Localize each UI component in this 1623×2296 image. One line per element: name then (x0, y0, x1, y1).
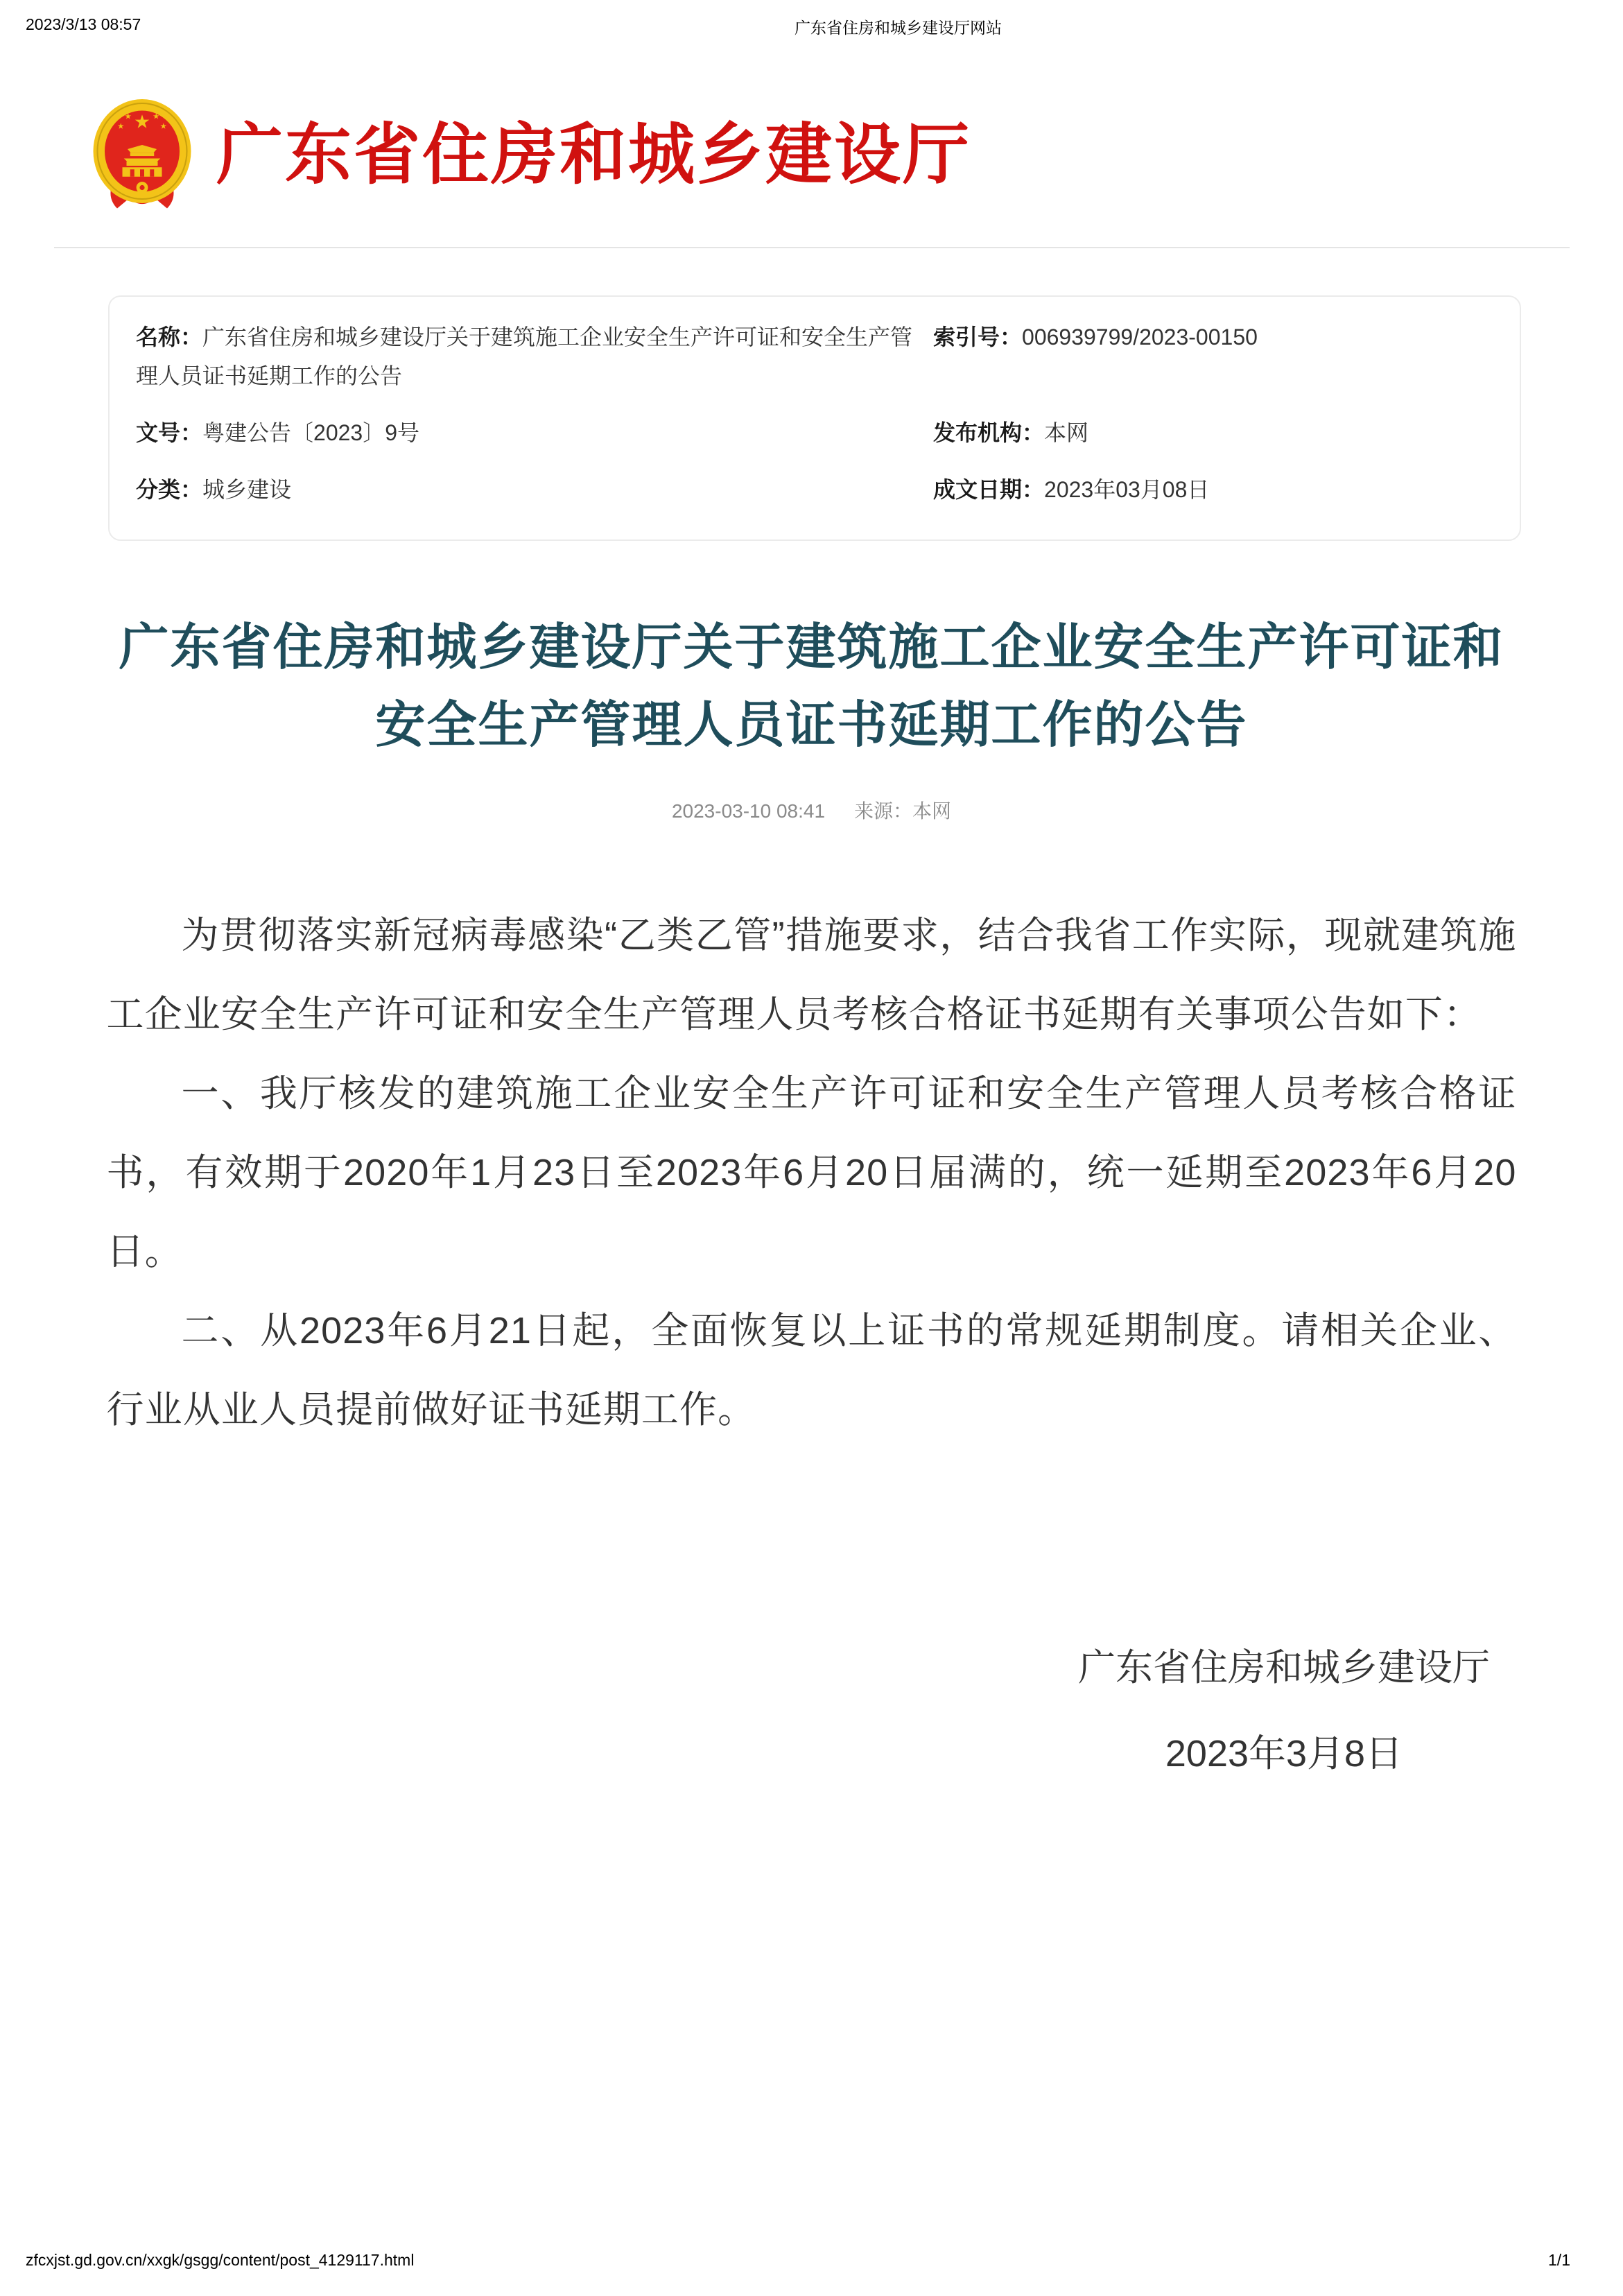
article-source: 来源：本网 (854, 800, 952, 822)
info-date-value: 2023年03月08日 (1044, 477, 1210, 502)
info-publish-agency (933, 413, 1492, 452)
header-divider (54, 247, 1570, 248)
info-name-label: 名称： (136, 325, 203, 349)
info-agency-value: 本网 (1044, 420, 1089, 445)
article-body (107, 896, 1517, 1449)
info-index-number (933, 318, 1492, 395)
signature-block (1078, 1647, 1490, 1775)
info-index-label: 索引号： (933, 325, 1023, 349)
paragraph: 二、从2023年6月21日起，全面恢复以上证书的常规延期制度。请相关企业、行业从业人员提前做好证书延期工作。 (106, 1310, 1517, 1431)
info-written-date (933, 470, 1492, 509)
info-category-label: 分类： (136, 477, 203, 502)
print-header-datetime: 2023/3/13 08:57 (26, 15, 141, 33)
paragraph: 一、我厅核发的建筑施工企业安全生产许可证和安全生产管理人员考核合格证书，有效期于2020年1月23日至2023年6月20日届满的，统一延期至2023年6月20日。 (106, 1073, 1517, 1272)
print-header-title: 广东省住房和城乡建设厅网站 (795, 19, 1002, 37)
print-footer-url: zfcxjst.gd.gov.cn/xxgk/gsgg/content/post_4129117.html (26, 2251, 415, 2269)
national-emblem-icon (90, 97, 194, 214)
paragraph: 为贯彻落实新冠病毒感染“乙类乙管”措施要求，结合我省工作实际，现就建筑施工企业安全生产许可证和安全生产管理人员考核合格证书延期有关事项公告如下： (106, 915, 1517, 1035)
document-info-card (108, 295, 1521, 541)
print-footer-page-number: 1/1 (1548, 2251, 1570, 2269)
site-header-org-name: 广东省住房和城乡建设厅 (216, 118, 971, 192)
info-name-value: 广东省住房和城乡建设厅关于建筑施工企业安全生产许可证和安全生产管理人员证书延期工作的公告 (136, 325, 913, 388)
article-meta (0, 796, 1623, 824)
site-header (90, 97, 1623, 214)
info-name (136, 318, 933, 395)
info-doc-number-value: 粤建公告〔2023〕9号 (202, 420, 420, 445)
info-category (136, 470, 933, 509)
info-date-label: 成文日期： (933, 477, 1045, 502)
signature-date: 2023年3月8日 (1165, 1733, 1403, 1775)
signature-org-name: 广东省住房和城乡建设厅 (1078, 1647, 1490, 1689)
article-title: 广东省住房和城乡建设厅关于建筑施工企业安全生产许可证和安全生产管理人员证书延期工作的公告 (119, 620, 1504, 753)
info-agency-label: 发布机构： (933, 420, 1045, 445)
publish-time: 2023-03-10 08:41 (671, 800, 826, 822)
info-doc-number (136, 413, 933, 452)
info-doc-number-label: 文号： (136, 420, 203, 445)
info-category-value: 城乡建设 (202, 477, 292, 502)
info-index-value: 006939799/2023-00150 (1022, 325, 1258, 349)
